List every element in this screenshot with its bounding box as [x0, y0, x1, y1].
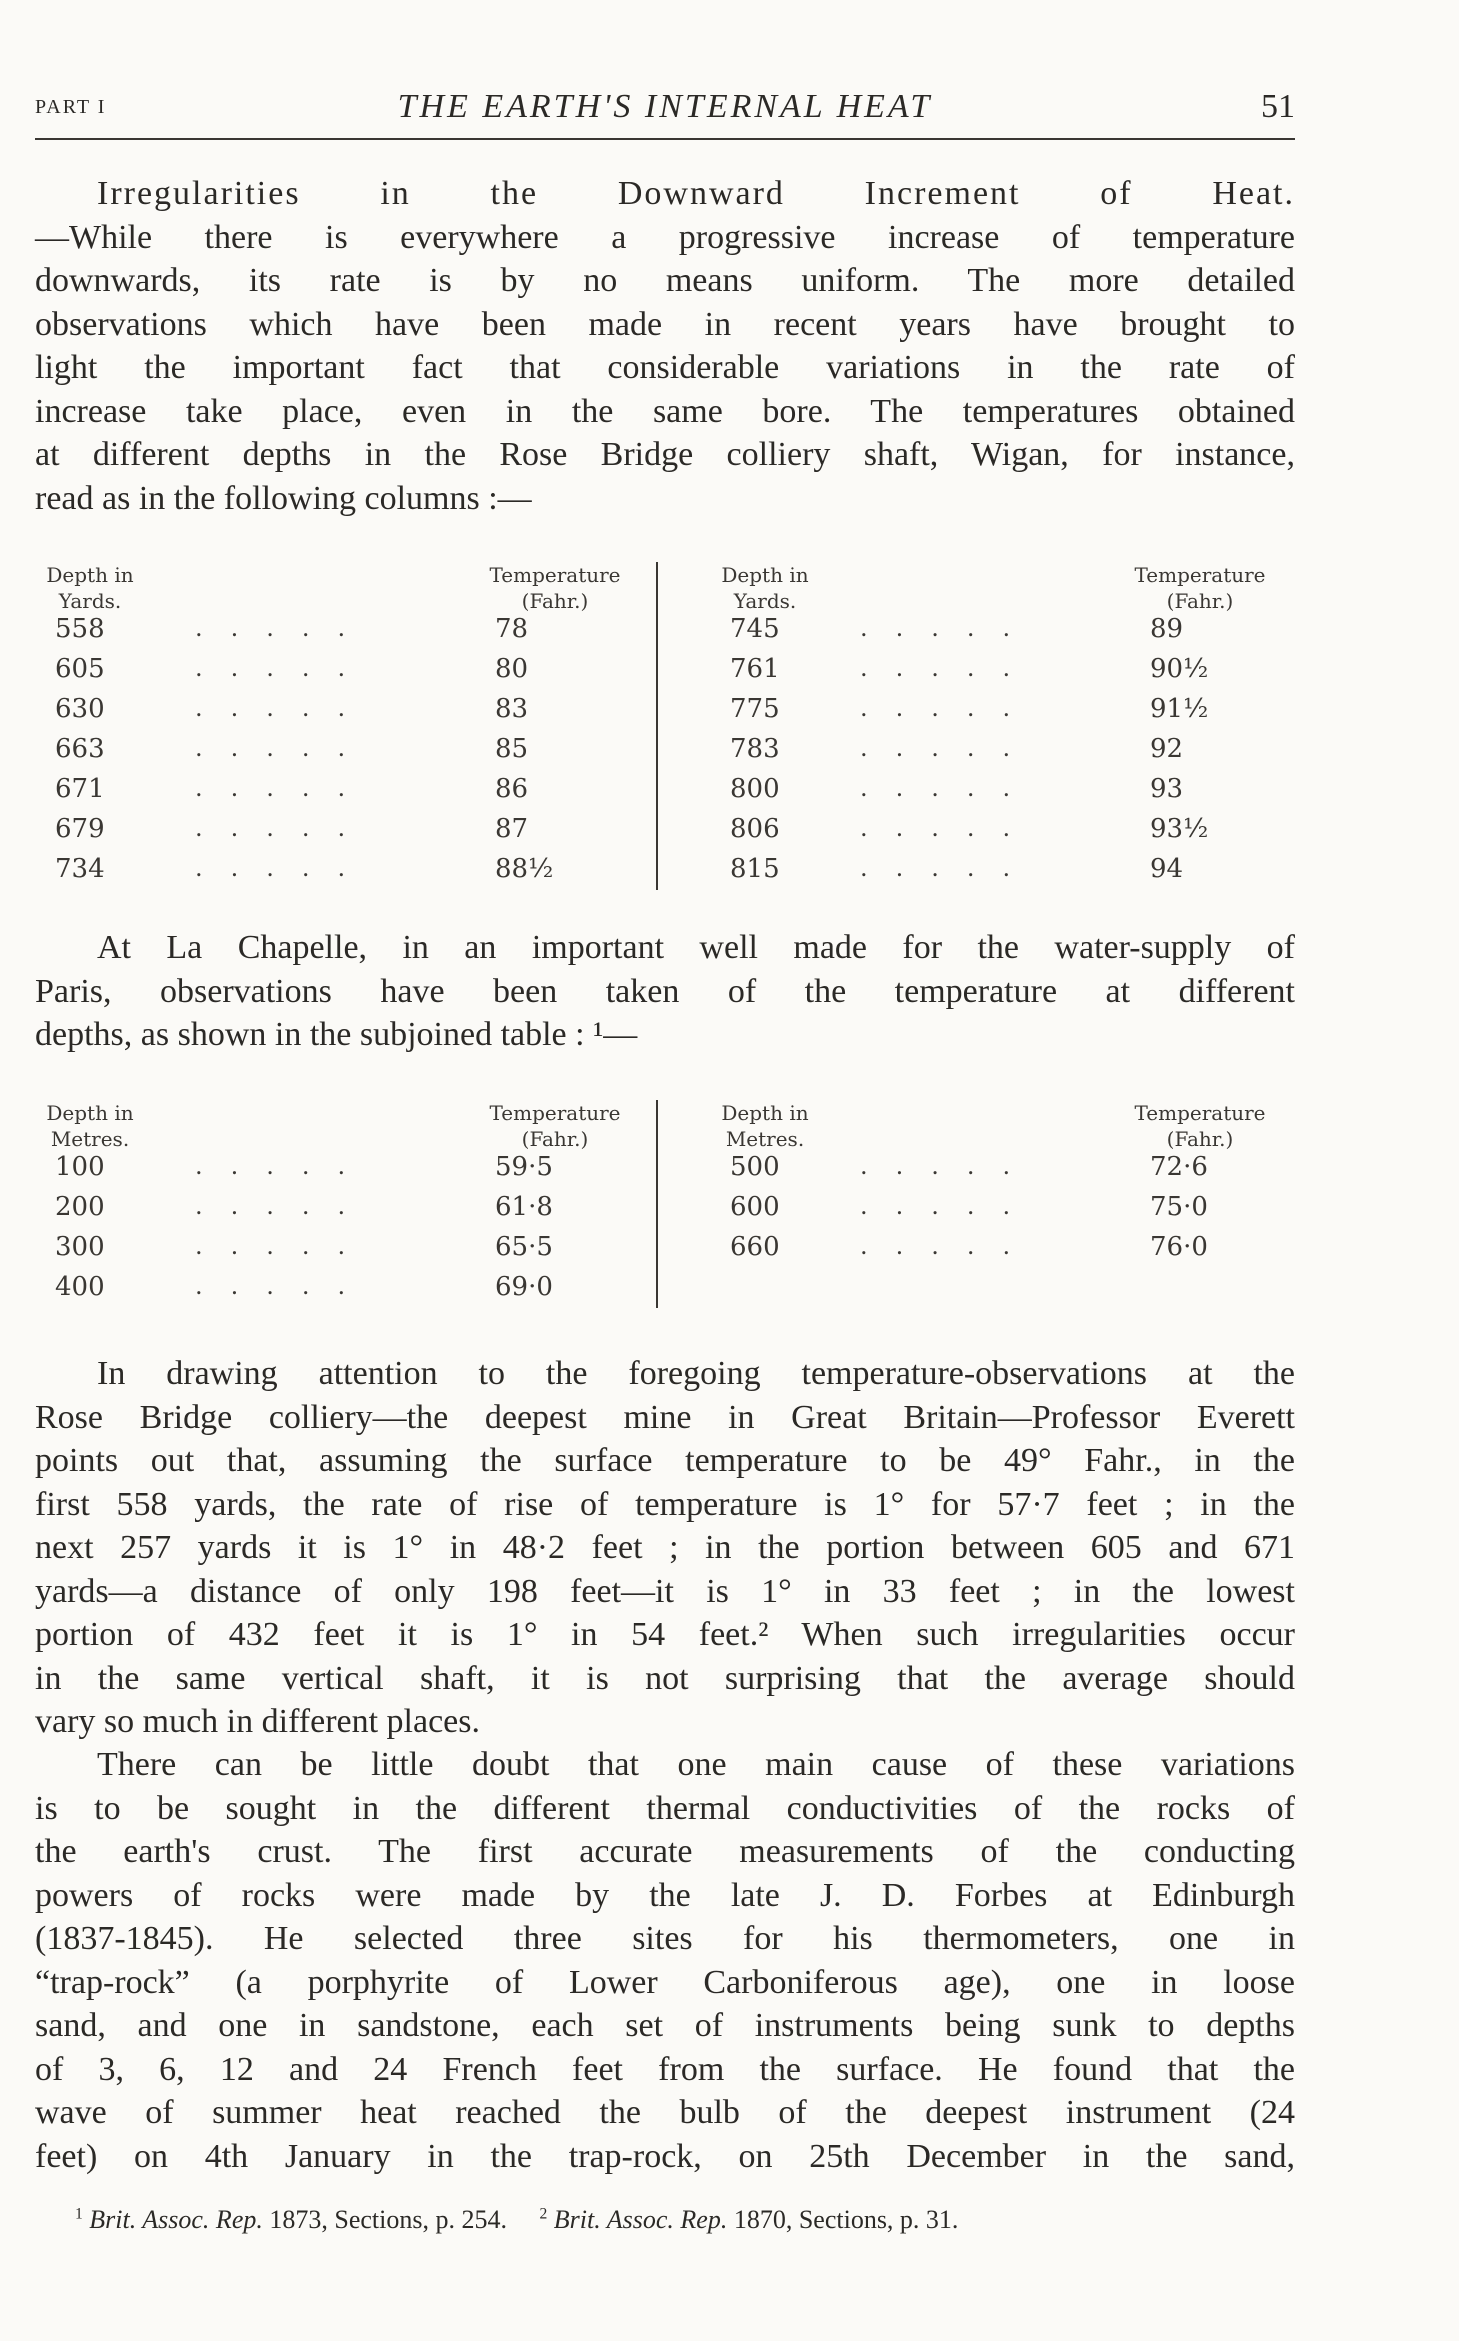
leader-dots: ..... [195, 1152, 374, 1180]
temperature-value: 94 [1150, 854, 1184, 884]
temperature-value: 92 [1150, 734, 1184, 764]
text-line: sand, and one in sandstone, each set of instruments being sunk to depths [35, 2007, 1295, 2044]
table-row [660, 1152, 1300, 1192]
temperature-value: 85 [495, 734, 529, 764]
depth-value: 783 [730, 734, 780, 764]
temperature-value: 89 [1150, 614, 1184, 644]
text-line: depths, as shown in the subjoined table : ¹— [35, 1016, 638, 1053]
depth-value: 630 [55, 694, 105, 724]
temperature-value: 72·6 [1150, 1152, 1208, 1182]
rose-bridge-temperature-table [35, 562, 1295, 892]
depth-value: 671 [55, 774, 105, 804]
leader-dots: ..... [860, 1192, 1039, 1220]
text-line: the earth's crust. The first accurate measurements of the conducting [35, 1833, 1295, 1870]
leader-dots: ..... [860, 734, 1039, 762]
text-line: vary so much in different places. [35, 1703, 481, 1740]
text-line: downwards, its rate is by no means uniform. The more detailed [35, 262, 1295, 299]
section-heading: Irregularities in the Downward Increment of Heat. [97, 175, 1295, 212]
temperature-value: 83 [495, 694, 529, 724]
temperature-value: 61·8 [495, 1192, 553, 1222]
leader-dots: ..... [195, 654, 374, 682]
text-line: is to be sought in the different thermal conductivities of the rocks of [35, 1789, 1295, 1827]
depth-value: 663 [55, 734, 105, 764]
text-line: (1837-1845). He selected three sites for his thermometers, one in [35, 1920, 1295, 1957]
leader-dots: ..... [195, 734, 374, 762]
depth-value: 300 [55, 1232, 105, 1262]
text-line: —While there is everywhere a progressive increase of temperature [35, 218, 1295, 256]
leader-dots: ..... [195, 774, 374, 802]
temperature-value: 75·0 [1150, 1192, 1208, 1222]
part-label: PART I [35, 96, 107, 118]
depth-header: Depth in Yards. [721, 563, 809, 613]
depth-value: 100 [55, 1152, 105, 1182]
footnote-1: $^1$ Brit. Assoc. Rep. 1873, Sections, p. 254. [75, 2205, 507, 2234]
table-row [35, 694, 655, 734]
depth-value: 679 [55, 814, 105, 844]
table-row [660, 774, 1300, 814]
table-row [660, 614, 1300, 654]
leader-dots: ..... [860, 1152, 1039, 1180]
text-line: increase take place, even in the same bore. The temperatures obtained [35, 392, 1295, 430]
text-line: Paris, observations have been taken of the temperature at different [35, 972, 1295, 1010]
depth-value: 745 [730, 614, 780, 644]
depth-value: 558 [55, 614, 105, 644]
table-row [660, 814, 1300, 854]
depth-header: Depth in Yards. [46, 563, 134, 613]
text-line: of 3, 6, 12 and 24 French feet from the surface. He found that the [35, 2050, 1295, 2088]
text-line: There can be little doubt that one main cause of these variations [97, 1746, 1295, 1783]
leader-dots: ..... [195, 1192, 374, 1220]
temperature-value: 88½ [495, 854, 554, 884]
table-row [35, 1152, 655, 1192]
leader-dots: ..... [860, 654, 1039, 682]
temperature-value: 93½ [1150, 814, 1209, 844]
temperature-value: 69·0 [495, 1272, 553, 1302]
page-number: 51 [1261, 88, 1295, 125]
paragraph-la-chapelle [35, 926, 1295, 1057]
text-line: At La Chapelle, in an important well made for the water-supply of [97, 929, 1295, 966]
leader-dots: ..... [860, 814, 1039, 842]
leader-dots: ..... [195, 694, 374, 722]
column-divider [656, 562, 658, 890]
text-line: Rose Bridge colliery—the deepest mine in Great Britain—Professor Everett [35, 1398, 1295, 1436]
depth-value: 200 [55, 1192, 105, 1222]
text-line: read as in the following columns :— [35, 479, 532, 517]
text-line: wave of summer heat reached the bulb of the deepest instrument (24 [35, 2094, 1295, 2131]
temperature-header: Temperature (Fahr.) [1134, 1101, 1266, 1151]
table-row [660, 1192, 1300, 1232]
text-line: yards—a distance of only 198 feet—it is 1° in 33 feet ; in the lowest [35, 1572, 1295, 1610]
text-line: at different depths in the Rose Bridge colliery shaft, Wigan, for instance, [35, 436, 1295, 473]
table-row [35, 774, 655, 814]
table-row [35, 854, 655, 894]
leader-dots: ..... [195, 814, 374, 842]
depth-value: 800 [730, 774, 780, 804]
text-line: In drawing attention to the foregoing temperature-observations at the [97, 1355, 1295, 1392]
paragraph-everett [35, 1352, 1295, 1744]
text-line: observations which have been made in recent years have brought to [35, 305, 1295, 343]
leader-dots: ..... [195, 854, 374, 882]
text-line: light the important fact that considerable variations in the rate of [35, 349, 1295, 386]
table-row [35, 1192, 655, 1232]
depth-value: 605 [55, 654, 105, 684]
temperature-value: 90½ [1150, 654, 1209, 684]
table-row [35, 1272, 655, 1312]
temperature-value: 76·0 [1150, 1232, 1208, 1262]
footnotes [75, 2205, 1295, 2235]
paragraph-irregularities [35, 172, 1295, 520]
depth-value: 734 [55, 854, 105, 884]
text-line: feet) on 4th January in the trap-rock, on 25th December in the sand, [35, 2137, 1295, 2175]
table-row [35, 734, 655, 774]
leader-dots: ..... [860, 614, 1039, 642]
temperature-value: 87 [495, 814, 529, 844]
depth-value: 815 [730, 854, 780, 884]
temperature-header: Temperature (Fahr.) [489, 563, 621, 613]
temperature-header: Temperature (Fahr.) [1134, 563, 1266, 613]
table-row [660, 654, 1300, 694]
table-row [35, 814, 655, 854]
leader-dots: ..... [195, 614, 374, 642]
depth-value: 761 [730, 654, 780, 684]
temperature-value: 91½ [1150, 694, 1209, 724]
table-row [660, 734, 1300, 774]
table-row [35, 614, 655, 654]
table-row [35, 1232, 655, 1272]
leader-dots: ..... [195, 1232, 374, 1260]
text-line: points out that, assuming the surface temperature to be 49° Fahr., in the [35, 1442, 1295, 1479]
leader-dots: ..... [195, 1272, 374, 1300]
text-line: in the same vertical shaft, it is not surprising that the average should [35, 1659, 1295, 1697]
table-row [35, 654, 655, 694]
text-line: next 257 yards it is 1° in 48·2 feet ; in the portion between 605 and 671 [35, 1529, 1295, 1566]
depth-header: Depth in Metres. [721, 1101, 809, 1151]
la-chapelle-temperature-table [35, 1100, 1295, 1310]
table-row [660, 854, 1300, 894]
depth-value: 660 [730, 1232, 780, 1262]
footnote-2: $^2$ Brit. Assoc. Rep. 1870, Sections, p. 31. [539, 2205, 959, 2234]
depth-value: 775 [730, 694, 780, 724]
column-divider [656, 1100, 658, 1308]
running-title: THE EARTH'S INTERNAL HEAT [397, 88, 933, 125]
leader-dots: ..... [860, 854, 1039, 882]
temperature-value: 93 [1150, 774, 1184, 804]
depth-value: 600 [730, 1192, 780, 1222]
depth-value: 806 [730, 814, 780, 844]
depth-value: 500 [730, 1152, 780, 1182]
temperature-header: Temperature (Fahr.) [489, 1101, 621, 1151]
temperature-value: 65·5 [495, 1232, 553, 1262]
depth-header: Depth in Metres. [46, 1101, 134, 1151]
text-line: powers of rocks were made by the late J. D. Forbes at Edinburgh [35, 1876, 1295, 1914]
text-line: “trap-rock” (a porphyrite of Lower Carboniferous age), one in loose [35, 1963, 1295, 2001]
temperature-value: 78 [495, 614, 529, 644]
text-line: portion of 432 feet it is 1° in 54 feet.² When such irregularities occur [35, 1616, 1295, 1653]
leader-dots: ..... [860, 694, 1039, 722]
depth-value: 400 [55, 1272, 105, 1302]
text-line: first 558 yards, the rate of rise of temperature is 1° for 57·7 feet ; in the [35, 1485, 1295, 1523]
leader-dots: ..... [860, 1232, 1039, 1260]
table-row [660, 694, 1300, 734]
running-header [35, 88, 1295, 140]
temperature-value: 86 [495, 774, 529, 804]
temperature-value: 59·5 [495, 1152, 553, 1182]
paragraph-conductivities [35, 1743, 1295, 2178]
leader-dots: ..... [860, 774, 1039, 802]
table-row [660, 1232, 1300, 1272]
temperature-value: 80 [495, 654, 529, 684]
